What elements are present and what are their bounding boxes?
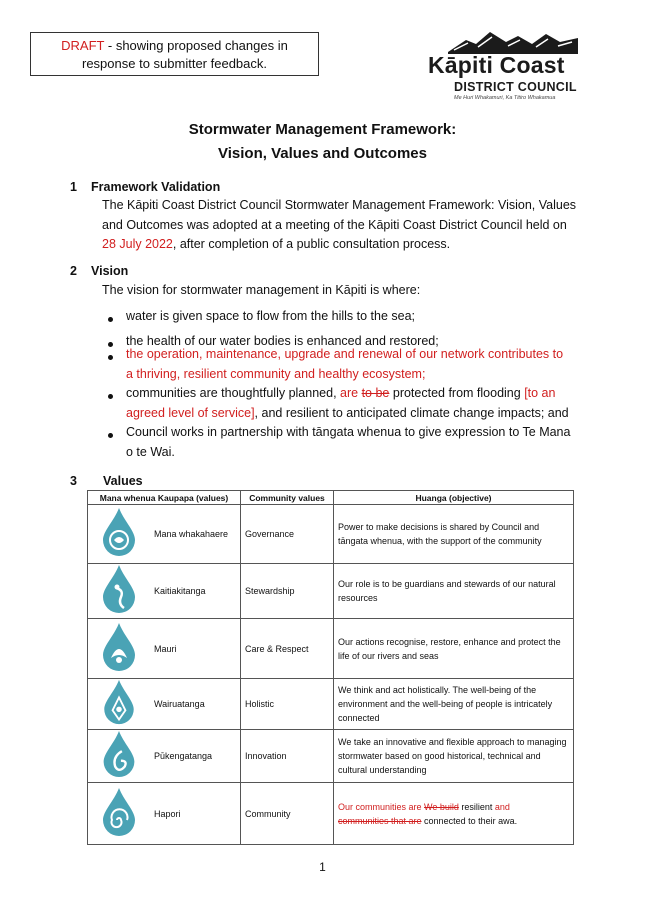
community-value: Care & Respect [241,619,334,679]
table-row [88,783,574,845]
adoption-date: 28 July 2022 [102,237,173,251]
vision-bullet-5-line2: o te Wai. [126,444,175,459]
section1-line3 [102,235,582,255]
page-number: 1 [319,860,326,874]
kaupapa-name: Kaitiakitanga [150,564,241,619]
vision-bullet-3 [126,345,586,384]
kaupapa-name: Mana whakahaere [150,505,241,564]
drop-icon [88,564,151,619]
section1-line3-text: , after completion of a public consultation process. [172,237,451,251]
b4-rest: , and resilient to anticipated climate change impacts; and [254,405,569,420]
section1-paragraph [102,196,582,255]
table-row [88,505,574,564]
table-header-row [88,491,574,505]
community-value: Community [241,783,334,845]
section2-heading: Vision [91,264,129,278]
values-table [87,490,574,845]
logo-text: Kāpiti Coast [428,52,565,78]
bullet-dot [108,317,113,322]
drop-icon [88,783,151,845]
section1-heading: Framework Validation [91,180,221,194]
kaupapa-name: Hapori [150,783,241,845]
drop-icon [88,730,151,783]
kaupapa-name: Wairuatanga [150,679,241,730]
logo-subtext: DISTRICT COUNCIL [454,80,577,94]
bullet-dot [108,433,113,438]
vision-bullet-3-line1: the operation, maintenance, upgrade and renewal of our network contributes to [126,347,564,361]
bullet-dot [108,394,113,399]
community-value: Governance [241,505,334,564]
vision-bullet-5-line1: Council works in partnership with tāngata whenua to give expression to Te Mana [126,425,571,439]
objective-text [334,783,574,845]
objective-text: We think and act holistically. The well-being of the environment and the well-being of people is intricately connected [334,679,574,730]
obj-deleted-1: We build [424,801,459,812]
section1-number: 1 [70,180,77,194]
obj-insert-1: Our communities are [338,801,425,812]
drop-icon [88,505,151,564]
obj-end: connected to their awa. [421,815,518,826]
obj-mid: resilient [458,801,495,812]
section3-heading: Values [103,474,143,488]
title-line1: Stormwater Management Framework: [188,121,457,138]
table-row [88,564,574,619]
objective-text: We take an innovative and flexible approach to managing stormwater based on good historical, technical and cultural understanding [334,730,574,783]
community-value: Holistic [241,679,334,730]
draft-line1: - showing proposed changes in [104,38,288,53]
kaupapa-name: Pūkengatanga [150,730,241,783]
title-line2: Vision, Values and Outcomes [218,145,427,162]
table-row [88,730,574,783]
section1-line2: and Outcomes was adopted at a meeting of the Kāpiti Coast District Council held on [102,217,567,232]
b4-deleted-to-be: to be [361,386,390,400]
b4-service-level: agreed level of service] [126,405,255,420]
section2-number: 2 [70,264,77,278]
vision-bullet-2: the health of our water bodies is enhanced and restored; [126,334,439,348]
community-value: Innovation [241,730,334,783]
section1-line1: The Kāpiti Coast District Council Stormwater Management Framework: Vision, Values [102,198,577,212]
b4-mid: protected from flooding [389,386,525,400]
vision-bullet-5 [126,423,586,462]
obj-deleted-2: communities that are [338,815,422,826]
objective-text: Power to make decisions is shared by Council and tāngata whenua, with the support of the community [334,505,574,564]
section3-number: 3 [70,474,77,488]
vision-bullet-1: water is given space to flow from the hills to the sea; [126,309,416,323]
b4-insert-are: are [340,386,359,400]
b4-pre: communities are thoughtfully planned, [126,386,341,400]
logo-tagline: Me Huri Whakamuri, Ka Titiro Whakamua [454,95,556,101]
b4-bracket: [to an [524,386,556,400]
bullet-dot [108,355,113,360]
bullet-dot [108,342,113,347]
objective-text: Our actions recognise, restore, enhance and protect the life of our rivers and seas [334,619,574,679]
header-community-values: Community values [241,491,334,505]
vision-intro: The vision for stormwater management in Kāpiti is where: [102,283,421,297]
objective-text: Our role is to be guardians and stewards of our natural resources [334,564,574,619]
drop-icon [88,619,151,679]
vision-bullet-4 [126,384,586,423]
page-title [0,118,645,166]
drop-icon [88,679,151,730]
community-value: Stewardship [241,564,334,619]
obj-insert-2: and [494,801,510,812]
vision-bullet-4-line1 [126,384,586,404]
draft-line2: response to submitter feedback. [82,56,267,71]
kaupapa-name: Mauri [150,619,241,679]
header-huanga: Huanga (objective) [334,491,574,505]
header-mana-whenua: Mana whenua Kaupapa (values) [88,491,241,505]
table-row [88,619,574,679]
table-row [88,679,574,730]
vision-bullet-4-line2 [126,404,586,424]
draft-notice [30,32,319,76]
vision-bullet-3-line2: a thriving, resilient community and healthy ecosystem; [126,366,426,381]
draft-label: DRAFT [61,38,105,53]
